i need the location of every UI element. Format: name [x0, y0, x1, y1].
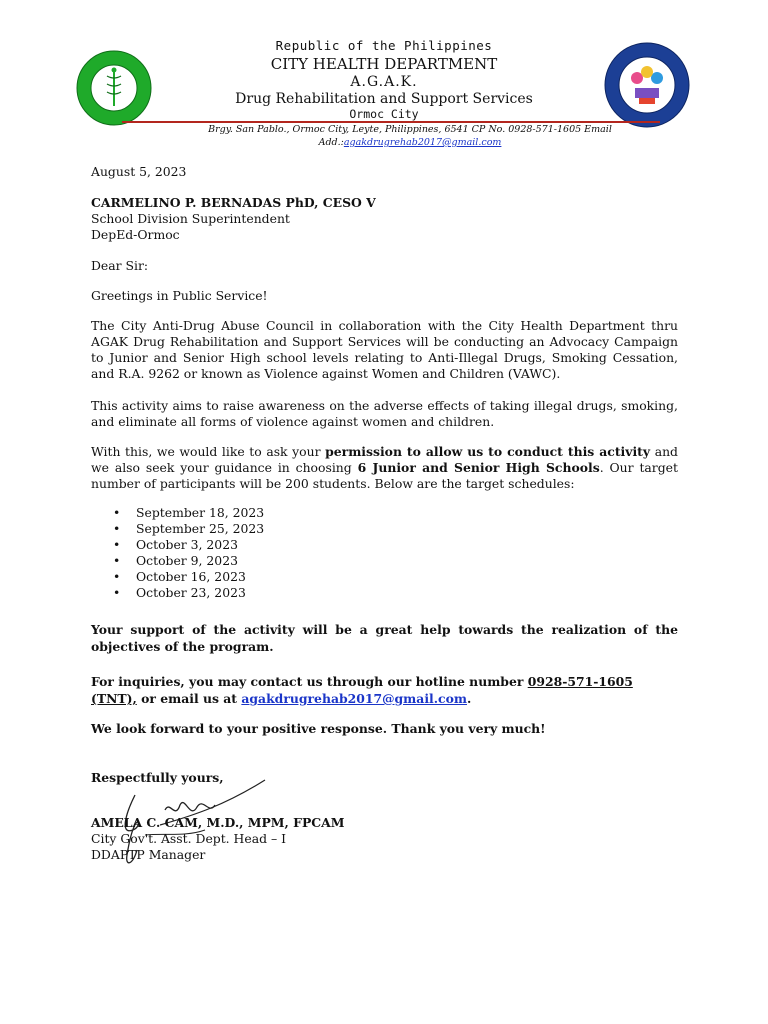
signatory-role: DDAPTP Manager: [91, 847, 206, 862]
address-email-line: [150, 137, 670, 148]
permission-text-3: . Our target number of participants will be 200 students. Below are the target schedules:: [91, 460, 678, 491]
agak-heading: A.G.A.K.: [350, 74, 418, 90]
inquiry-text-2: or email us at: [136, 691, 242, 706]
valediction: Respectfully yours,: [91, 770, 224, 785]
program-heading: Drug Rehabilitation and Support Services: [235, 91, 533, 107]
schedule-item: • September 18, 2023: [91, 505, 264, 521]
address-line: Brgy. San Pablo., Ormoc City, Leyte, Philippines, 6541 CP No. 0928-571-1605 Email: [208, 124, 612, 135]
city-heading: Ormoc City: [349, 107, 419, 121]
schedule-item: • October 16, 2023: [91, 569, 264, 585]
republic-heading: Republic of the Philippines: [275, 38, 493, 53]
schedule-list: [91, 505, 264, 601]
permission-text-2: and we also seek your guidance in choosing: [91, 444, 678, 475]
hotline-number[interactable]: 0928-571-1605 (TNT),: [91, 674, 633, 706]
permission-bold-1: permission to allow us to conduct this activity: [325, 444, 651, 459]
recipient-title: School Division Superintendent: [91, 211, 290, 226]
paragraph-awareness: This activity aims to raise awareness on the adverse effects of taking illegal drugs, smoking, and eliminate all forms of violence against women and children.: [91, 398, 678, 429]
permission-bold-2: 6 Junior and Senior High Schools: [357, 460, 600, 475]
inquiry-text-1: For inquiries, you may contact us through our hotline number: [91, 674, 528, 689]
closing-line: We look forward to your positive response. Thank you very much!: [91, 721, 546, 736]
paragraph-support: Your support of the activity will be a great help towards the realization of the objectives of the program.: [91, 622, 678, 654]
greeting: Greetings in Public Service!: [91, 288, 268, 303]
signatory-name: AMELA C. CAM, M.D., MPM, FPCAM: [91, 815, 345, 830]
inquiry-text-3: .: [466, 691, 472, 706]
signatory-title: City Gov't. Asst. Dept. Head – I: [91, 831, 286, 846]
paragraph-inquiries: [91, 673, 678, 707]
letter-date: August 5, 2023: [91, 164, 187, 179]
salutation: Dear Sir:: [91, 258, 149, 273]
recipient-org: DepEd-Ormoc: [91, 227, 180, 242]
schedule-item: • October 3, 2023: [91, 537, 264, 553]
schedule-item: • October 9, 2023: [91, 553, 264, 569]
header-divider: [122, 121, 660, 123]
paragraph-permission: [91, 444, 678, 492]
email-link[interactable]: agakdrugrehab2017@gmail.com: [241, 691, 467, 706]
header-email-link[interactable]: agakdrugrehab2017@gmail.com: [343, 137, 502, 148]
address-email-prefix: Add.:: [318, 137, 344, 148]
recipient-name: CARMELINO P. BERNADAS PhD, CESO V: [91, 195, 376, 210]
permission-text-1: With this, we would like to ask your: [91, 444, 326, 459]
paragraph-campaign: The City Anti-Drug Abuse Council in collaboration with the City Health Department thru AGAK Drug Rehabilitation and Support Services will be conducting an Advocacy Campaign to Junior and Senior High school levels relating to Anti-Illegal Drugs, Smoking Cessation, and R.A. 9262 or known as Violence against Women and Children (VAWC).: [91, 318, 678, 381]
schedule-item: • October 23, 2023: [91, 585, 264, 601]
schedule-item: • September 25, 2023: [91, 521, 264, 537]
department-heading: CITY HEALTH DEPARTMENT: [270, 55, 498, 73]
